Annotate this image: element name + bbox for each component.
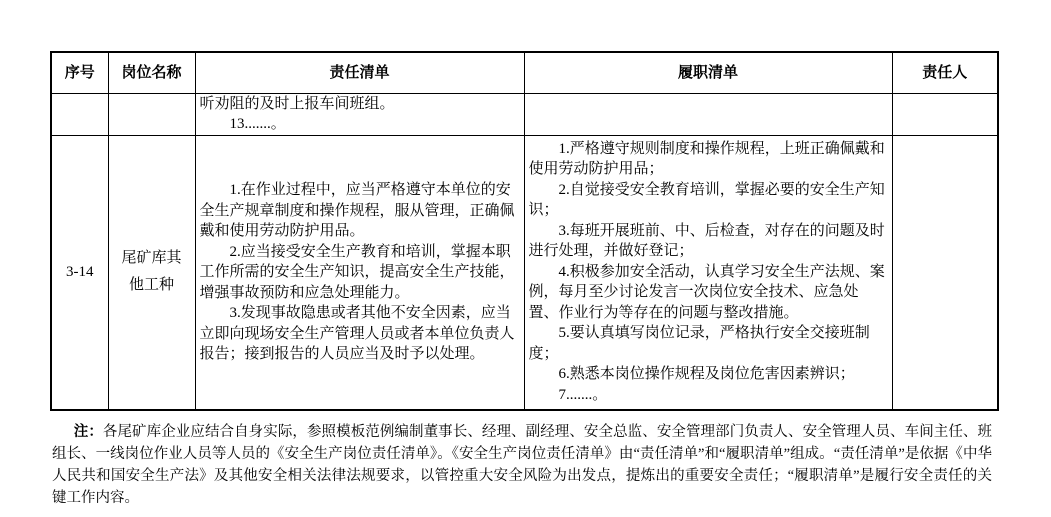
position-name-cell: 尾矿库其他工种 (108, 135, 195, 410)
responsibility-list-cell (195, 135, 524, 410)
table-row-carryover (51, 93, 998, 135)
duty-item: 5.要认真填写岗位记录，严格执行安全交接班制度； (528, 325, 870, 362)
header-responsibility-list: 责任清单 (195, 52, 524, 93)
responsibility-item: 2.应当接受安全生产教育和培训，掌握本职工作所需的安全生产知识，提高安全生产技能，增强事故预防和应急处理能力。 (199, 243, 515, 301)
responsibility-item: 1.在作业过程中，应当严格遵守本单位的安全生产规章制度和操作规程，服从管理，正确佩戴和使用劳动防护用品。 (199, 182, 515, 239)
header-seq: 序号 (51, 52, 108, 93)
table-header (51, 52, 998, 93)
duty-item: 1.严格遵守规则制度和操作规程，上班正确佩戴和使用劳动防护用品； (528, 140, 885, 177)
footnote-text: 各尾矿库企业应结合自身实际，参照模板范例编制董事长、经理、副经理、安全总监、安全管理部门负责人、安全管理人员、车间主任、班组长、一线岗位作业人员等人员的《安全生产岗位责任清单》。《安全生产岗位责任清单》由“责任清单”和“履职清单”组成。“责任清单”是依据《中华人民共和国安全生产法》及其他安全相关法律法规要求，以管控重大安全风险为出发点，提炼出的重要安全责任；“履职清单”是履行安全责任的关键工作内容。 (52, 424, 992, 506)
carryover-responsibility-line: 听劝阻的及时上报车间班组。 (199, 95, 395, 112)
table-row-3-14 (51, 135, 998, 410)
duty-item: 4.积极参加安全活动，认真学习安全生产法规、案例，每月至少讨论发言一次岗位安全技术、应急处置、作业行为等存在的问题与整改措施。 (528, 263, 885, 321)
seq-cell: 3-14 (51, 135, 108, 410)
carryover-duty-cell (524, 93, 892, 135)
footnote (52, 421, 992, 509)
duty-item: 2.自觉接受安全教育培训，掌握必要的安全生产知识； (528, 181, 885, 218)
carryover-responsibility-cell (195, 93, 524, 135)
footnote-label: 注： (73, 424, 103, 440)
duty-list-cell (524, 135, 892, 410)
carryover-seq-cell (51, 93, 108, 135)
carryover-responsibility-line: 13.......。 (229, 116, 286, 132)
carryover-person-cell (892, 93, 998, 135)
header-responsible-person: 责任人 (892, 52, 998, 93)
duty-item: 7.......。 (558, 386, 608, 403)
responsible-person-cell (892, 135, 998, 410)
duty-item: 6.熟悉本岗位操作规程及岗位危害因素辨识； (558, 366, 855, 382)
table-body (51, 93, 998, 410)
carryover-position-cell (108, 93, 195, 135)
duty-item: 3.每班开展班前、中、后检查，对存在的问题及时进行处理，并做好登记； (528, 222, 885, 259)
header-position-name: 岗位名称 (108, 52, 195, 93)
responsibility-table (50, 51, 999, 411)
responsibility-item: 3.发现事故隐患或者其他不安全因素，应当立即向现场安全生产管理人员或者本单位负责人报告；接到报告的人员应当及时予以处理。 (199, 305, 515, 362)
header-duty-list: 履职清单 (524, 52, 892, 93)
header-row (51, 52, 998, 93)
